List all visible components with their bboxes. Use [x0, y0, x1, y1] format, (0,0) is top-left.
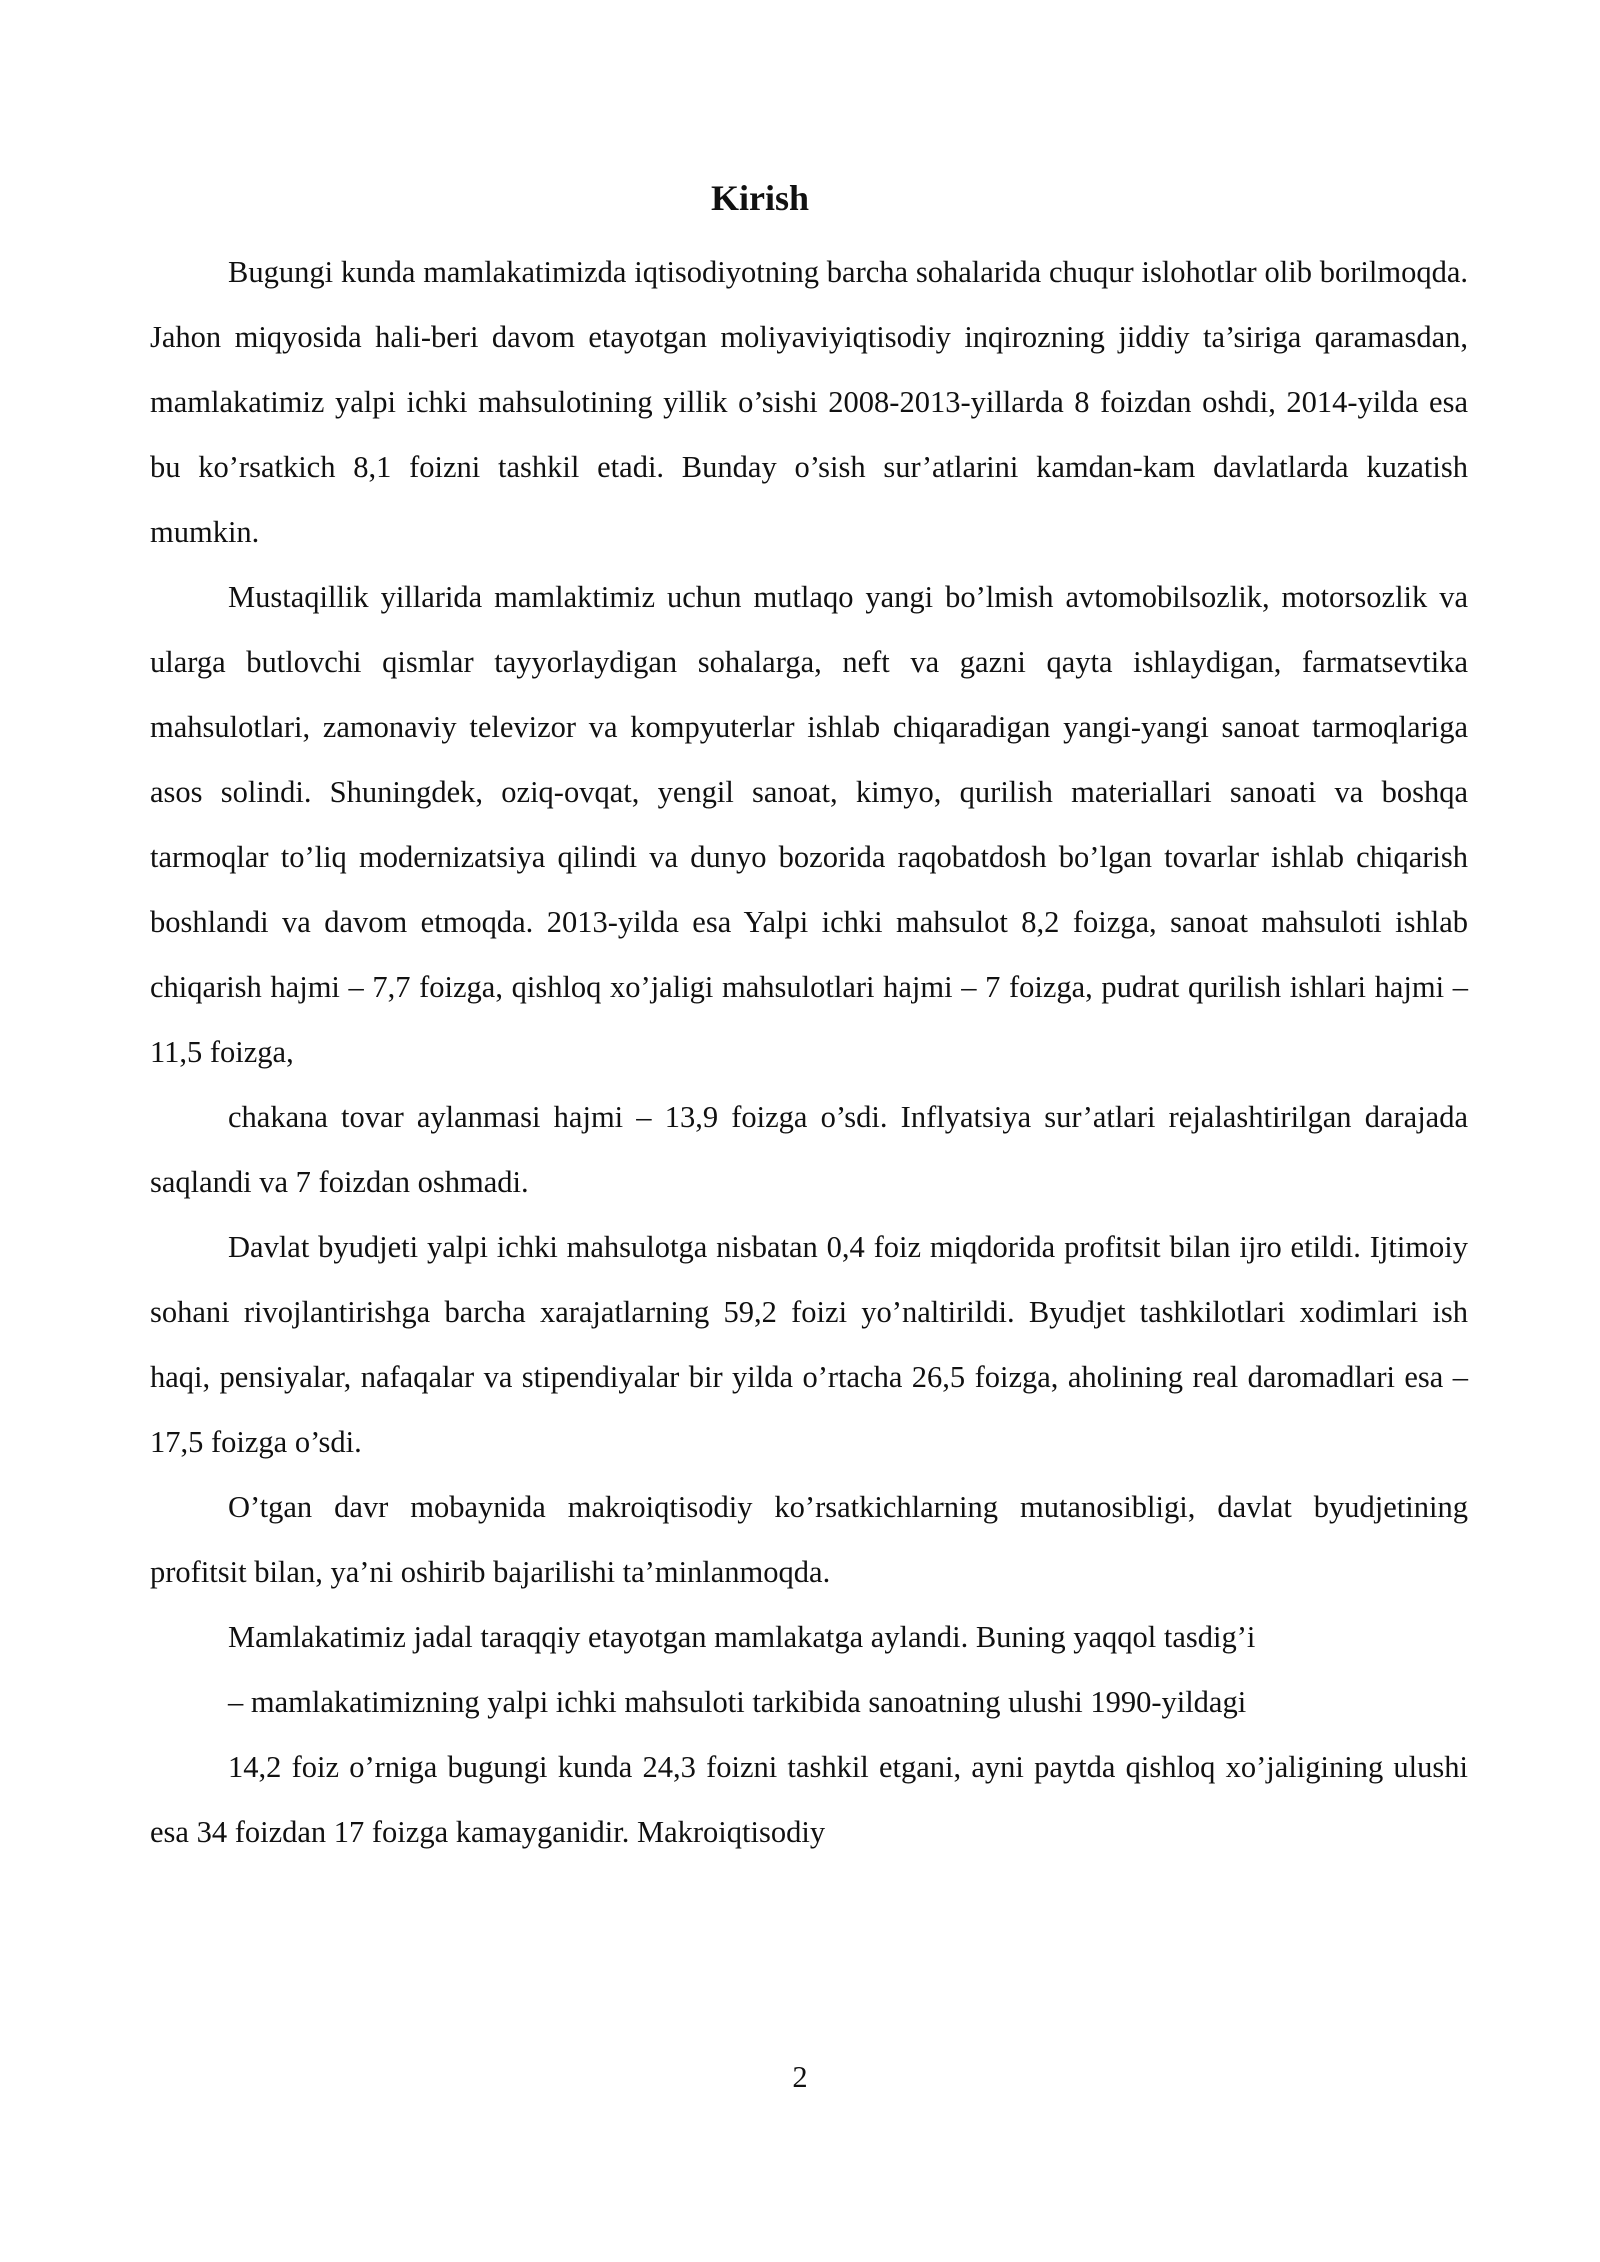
- page-title: Kirish: [710, 178, 809, 218]
- paragraph-1: Bugungi kunda mamlakatimizda iqtisodiyotning barcha sohalarida chuqur islohotlar olib borilmoqda. Jahon miqyosida hali-beri davom etayotgan moliyaviyiqtisodiy inqirozning jiddiy ta’siriga qaramasdan, mamlakatimiz yalpi ichki mahsulotining yillik o’sishi 2008-2013-yillarda 8 foizdan oshdi, 2014-yilda esa bu ko’rsatkich 8,1 foizni tashkil etadi. Bunday o’sish sur’atlarini kamdan-kam davlatlarda kuzatish mumkin.: [150, 255, 1468, 549]
- paragraph-6: Mamlakatimiz jadal taraqqiy etayotgan mamlakatga aylandi. Buning yaqqol tasdig’i: [228, 1620, 1256, 1654]
- paragraph-8: 14,2 foiz o’rniga bugungi kunda 24,3 foizni tashkil etgani, ayni paytda qishloq xo’jaligining ulushi esa 34 foizdan 17 foizga kamayganidir. Makroiqtisodiy: [150, 1750, 1468, 1849]
- paragraph-2: Mustaqillik yillarida mamlaktimiz uchun mutlaqo yangi bo’lmish avtomobilsozlik, motorsozlik va ularga butlovchi qismlar tayyorlaydigan sohalarga, neft va gazni qayta ishlaydigan, farmatsevtika mahsulotlari, zamonaviy televizor va kompyuterlar ishlab chiqaradigan yangi-yangi sanoat tarmoqlariga asos solindi. Shuningdek, oziq-ovqat, yengil sanoat, kimyo, qurilish materiallari sanoati va boshqa tarmoqlar to’liq modernizatsiya qilindi va dunyo bozorida raqobatdosh bo’lgan tovarlar ishlab chiqarish boshlandi va davom etmoqda. 2013-yilda esa Yalpi ichki mahsulot 8,2 foizga, sanoat mahsuloti ishlab chiqarish hajmi – 7,7 foizga, qishloq xo’jaligi mahsulotlari hajmi – 7 foizga, pudrat qurilish ishlari hajmi – 11,5 foizga,: [150, 580, 1468, 1069]
- paragraph-7: – mamlakatimizning yalpi ichki mahsuloti tarkibida sanoatning ulushi 1990-yildagi: [228, 1685, 1247, 1719]
- page-number: 2: [792, 2060, 808, 2094]
- paragraph-4: Davlat byudjeti yalpi ichki mahsulotga nisbatan 0,4 foiz miqdorida profitsit bilan ijro etildi. Ijtimoiy sohani rivojlantirishga barcha xarajatlarning 59,2 foizi yo’naltirildi. Byudjet tashkilotlari xodimlari ish haqi, pensiyalar, nafaqalar va stipendiyalar bir yilda o’rtacha 26,5 foizga, aholining real daromadlari esa – 17,5 foizga o’sdi.: [150, 1230, 1468, 1459]
- paragraph-5: O’tgan davr mobaynida makroiqtisodiy ko’rsatkichlarning mutanosibligi, davlat byudjetining profitsit bilan, ya’ni oshirib bajarilishi ta’minlanmoqda.: [150, 1490, 1468, 1589]
- body-text: [150, 240, 1468, 1865]
- paragraph-3: chakana tovar aylanmasi hajmi – 13,9 foizga o’sdi. Inflyatsiya sur’atlari rejalashtirilgan darajada saqlandi va 7 foizdan oshmadi.: [150, 1100, 1468, 1199]
